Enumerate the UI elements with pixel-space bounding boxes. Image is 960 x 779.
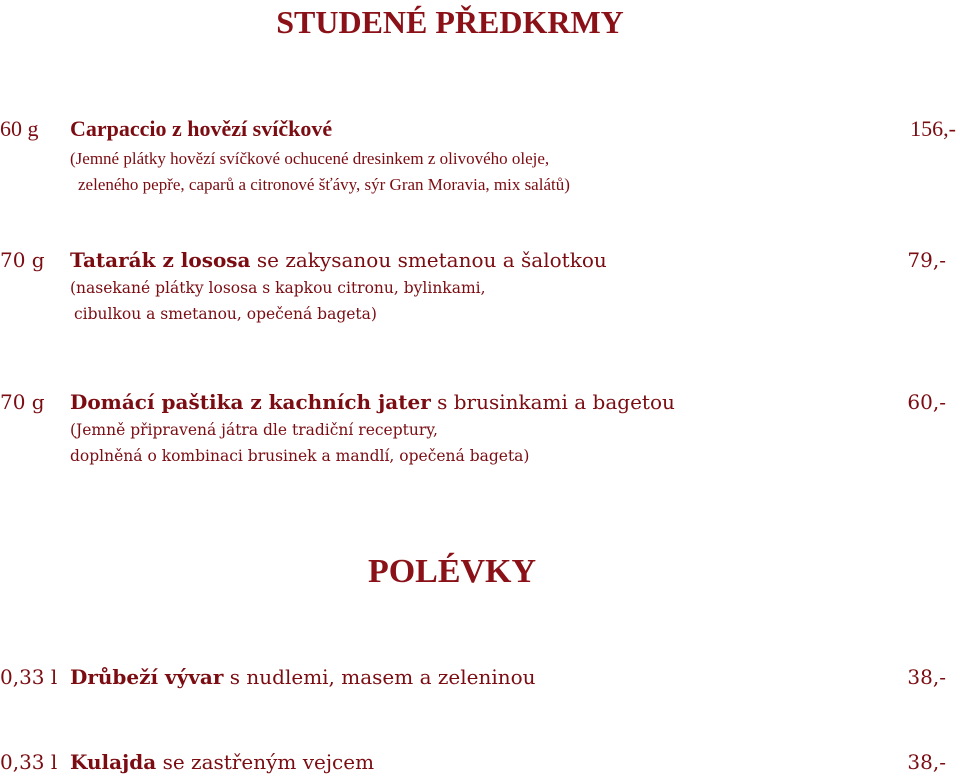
item-title-line xyxy=(70,118,332,140)
item-price: 38,- xyxy=(907,665,946,689)
item-description-line2: zeleného pepře, caparů a citronové šťávy, sýr Gran Moravia, mix salátů) xyxy=(78,175,570,194)
item-name: Drůbeží vývar xyxy=(70,665,224,689)
item-description-line1: (nasekané plátky lososa s kapkou citronu, bylinkami, xyxy=(70,279,486,297)
item-name-rest: s nudlemi, masem a zeleninou xyxy=(223,665,536,689)
item-price: 79,- xyxy=(907,248,946,272)
item-quantity: 70 g xyxy=(0,248,45,272)
section-title-cold-starters: STUDENÉ PŘEDKRMY xyxy=(276,4,624,40)
item-name: Tatarák z lososa xyxy=(70,248,251,272)
item-title-line xyxy=(70,667,536,687)
item-description-line1: (Jemně připravená játra dle tradiční receptury, xyxy=(70,421,438,439)
item-name: Carpaccio z hovězí svíčkové xyxy=(70,116,333,141)
item-price: 38,- xyxy=(907,750,946,774)
item-quantity: 70 g xyxy=(0,390,45,414)
item-quantity: 60 g xyxy=(0,116,39,141)
item-price: 60,- xyxy=(907,390,946,414)
item-name: Domácí paštika z kachních jater xyxy=(70,390,431,414)
section-title-soups: POLÉVKY xyxy=(367,553,537,590)
item-description-line2: doplněná o kombinaci brusinek a mandlí, opečená bageta) xyxy=(70,447,530,465)
item-name-rest: se zastřeným vejcem xyxy=(156,750,375,774)
item-name-rest: s brusinkami a bagetou xyxy=(430,390,675,414)
item-description-line1: (Jemné plátky hovězí svíčkové ochucené dresinkem z olivového oleje, xyxy=(70,149,550,168)
item-description-line2: cibulkou a smetanou, opečená bageta) xyxy=(74,305,377,323)
item-title-line xyxy=(70,250,607,270)
item-name-rest: se zakysanou smetanou a šalotkou xyxy=(250,248,607,272)
item-quantity: 0,33 l xyxy=(0,750,58,774)
item-quantity: 0,33 l xyxy=(0,665,58,689)
item-name: Kulajda xyxy=(70,750,157,774)
item-title-line xyxy=(70,392,675,412)
item-price: 156,- xyxy=(910,116,956,141)
item-title-line xyxy=(70,752,374,772)
